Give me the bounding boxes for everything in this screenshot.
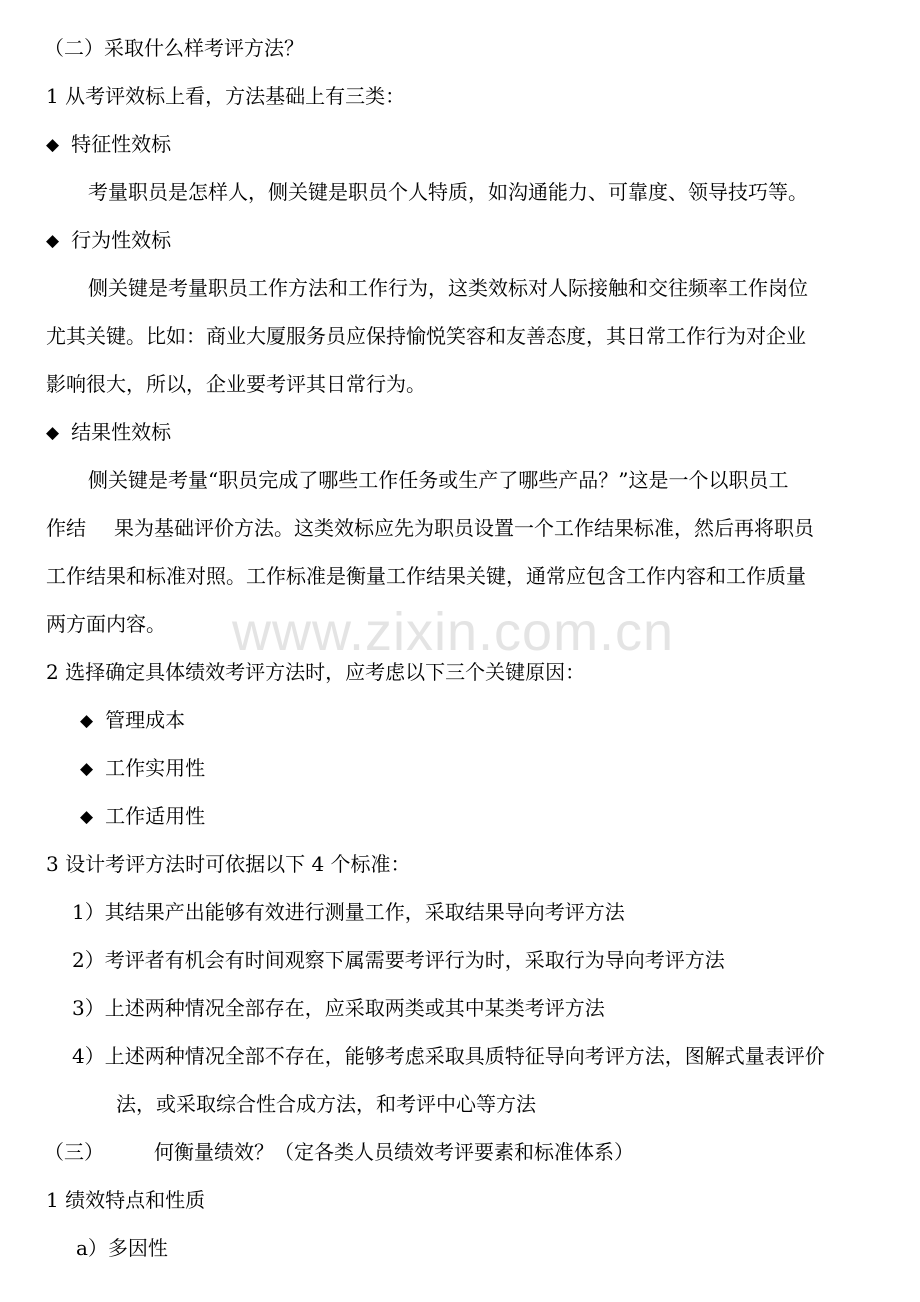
behavior-label: 行为性效标	[71, 228, 172, 252]
management-cost-label: 管理成本	[105, 708, 186, 732]
section-three-sub-a: a）多因性	[76, 1236, 168, 1260]
watermark: www.zixin.com.cn	[232, 602, 675, 662]
practicality-label: 工作实用性	[105, 756, 206, 780]
item2-title: 2 选择确定具体绩效考评方法时，应考虑以下三个关键原因：	[46, 660, 586, 684]
bullet-behavior	[46, 226, 171, 254]
result-desc-line-3: 工作结果和标准对照。工作标准是衡量工作结果关键，通常应包含工作内容和工作质量	[46, 564, 806, 588]
diamond-bullet-icon: ◆	[80, 711, 94, 731]
diamond-bullet-icon: ◆	[80, 759, 94, 779]
result-desc-line-4: 两方面内容。	[46, 612, 166, 636]
result-desc-line-2b: 果为基础评价方法。这类效标应先为职员设置一个工作结果标准，然后再将职员	[114, 516, 814, 540]
diamond-bullet-icon: ◆	[46, 423, 60, 443]
behavior-desc-line-1: 侧关键是考量职员工作方法和工作行为，这类效标对人际接触和交往频率工作岗位	[88, 276, 808, 300]
result-desc-line-1: 侧关键是考量“职员完成了哪些工作任务或生产了哪些产品？”这是一个以职员工	[88, 468, 789, 492]
section-three-item1-title: 1 绩效特点和性质	[46, 1188, 206, 1212]
item1-title: 1 从考评效标上看，方法基础上有三类：	[46, 84, 406, 108]
result-label: 结果性效标	[71, 420, 172, 444]
bullet-trait	[46, 130, 171, 158]
section-three-label: （三）	[44, 1140, 104, 1164]
diamond-bullet-icon: ◆	[80, 807, 94, 827]
applicability-label: 工作适用性	[105, 804, 206, 828]
result-desc-line-2a: 作结	[46, 516, 86, 540]
section-three-title: 何衡量绩效？（定各类人员绩效考评要素和标准体系）	[154, 1140, 634, 1164]
result-desc-line-2	[46, 514, 814, 542]
diamond-bullet-icon: ◆	[46, 135, 60, 155]
section-three-heading	[44, 1138, 634, 1166]
point-4-continuation: 法，或采取综合性合成方法，和考评中心等方法	[116, 1092, 536, 1116]
bullet-applicability	[80, 802, 205, 830]
trait-label: 特征性效标	[71, 132, 172, 156]
bullet-practicality	[80, 754, 205, 782]
point-3: 3）上述两种情况全部存在，应采取两类或其中某类考评方法	[72, 996, 605, 1020]
behavior-desc-line-2: 尤其关键。比如：商业大厦服务员应保持愉悦笑容和友善态度，其日常工作行为对企业	[46, 324, 806, 348]
point-1: 1）其结果产出能够有效进行测量工作，采取结果导向考评方法	[72, 900, 625, 924]
trait-desc: 考量职员是怎样人，侧关键是职员个人特质，如沟通能力、可靠度、领导技巧等。	[88, 180, 808, 204]
point-4: 4）上述两种情况全部不存在，能够考虑采取具质特征导向考评方法，图解式量表评价	[72, 1044, 825, 1068]
item3-title: 3 设计考评方法时可依据以下 4 个标准：	[46, 852, 411, 876]
behavior-desc-line-3: 影响很大，所以，企业要考评其日常行为。	[46, 372, 426, 396]
bullet-result	[46, 418, 171, 446]
point-2: 2）考评者有机会有时间观察下属需要考评行为时，采取行为导向考评方法	[72, 948, 725, 972]
bullet-management-cost	[80, 706, 185, 734]
section-two-heading: （二）采取什么样考评方法？	[44, 36, 304, 60]
diamond-bullet-icon: ◆	[46, 231, 60, 251]
